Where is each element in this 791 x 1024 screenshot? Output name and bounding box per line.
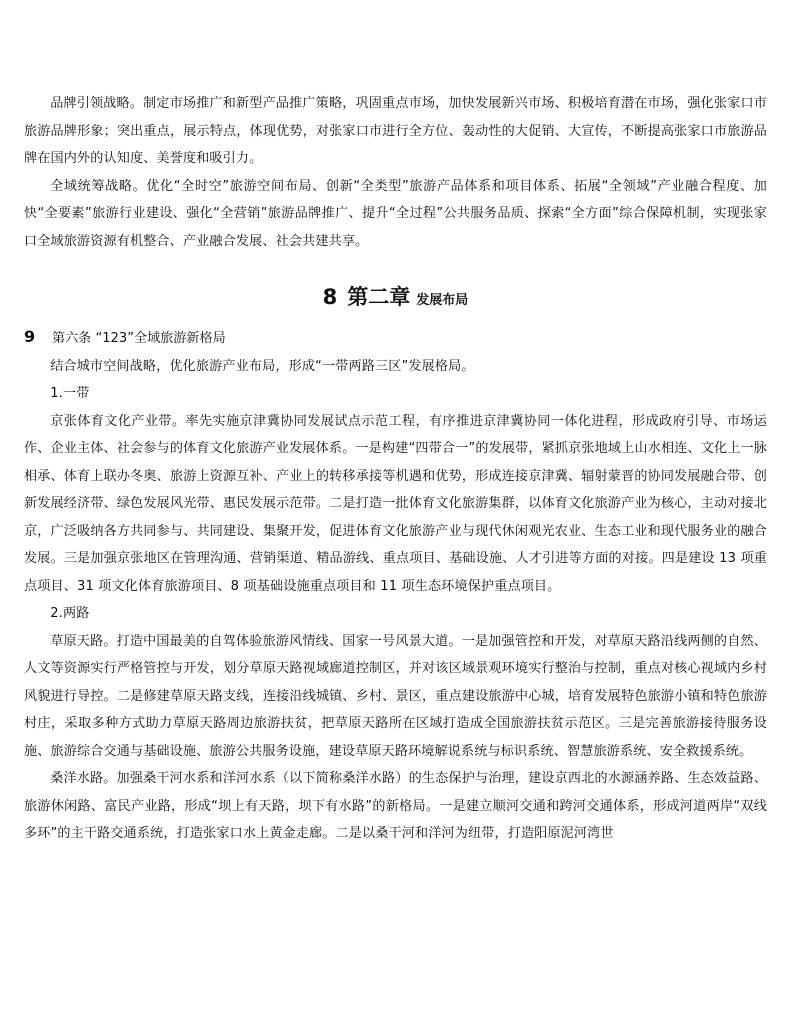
article-heading	[24, 323, 767, 353]
paragraph-overall-strategy: 全域统筹战略。优化“全时空”旅游空间布局、创新“全类型”旅游产品体系和项目体系、拓展“全领域”产业融合程度、加快“全要素”旅游行业建设、强化“全营销”旅游品牌推广、提升“全过程”公共服务品质、探索“全方面”综合保障机制，实现张家口全域旅游资源有机整合、产业融合发展、社会共建共享。	[24, 178, 767, 249]
article-number: 9	[24, 327, 36, 346]
chapter-heading	[24, 271, 767, 323]
chapter-number: 8	[322, 285, 338, 309]
chapter-title: 第二章	[347, 285, 411, 309]
paragraph-jingzhang-belt: 京张体育文化产业带。率先实施京津冀协同发展试点示范工程，有序推进京津冀协同一体化进程，形成政府引导、市场运作、企业主体、社会参与的体育文化旅游产业发展体系。一是构建“四带合一”的发展带，紧抓京张地域上山水相连、文化上一脉相承、体育上联办冬奥、旅游上资源互补、产业上的转移承接等机遇和优势，形成连接京津冀、辐射蒙晋的协同发展融合带、创新发展经济带、绿色发展风光带、惠民发展示范带。二是打造一批体育文化旅游集群，以体育文化旅游产业为核心，主动对接北京，广泛吸纳各方共同参与、共同建设、集聚开发，促进体育文化旅游产业与现代休闲观光农业、生态工业和现代服务业的融合发展。三是加强京张地区在管理沟通、营销渠道、精品游线、重点项目、基础设施、人才引进等方面的对接。四是建设 13 项重点项目、31 项文化体育旅游项目、8 项基础设施重点项目和 11 项生态环境保护重点项目。	[24, 413, 767, 594]
article-title: 第六条 “123”全域旅游新格局	[52, 331, 226, 346]
subheading-two-roads: 2.两路	[50, 606, 90, 621]
paragraph-grassland-road: 草原天路。打造中国最美的自驾体验旅游风情线、国家一号风景大道。一是加强管控和开发，对草原天路沿线两侧的自然、人文等资源实行严格管控与开发，划分草原天路视域廊道控制区，并对该区域景观环境实行整治与控制，重点对核心视域内乡村风貌进行导控。二是修建草原天路支线，连接沿线城镇、乡村、景区，重点建设旅游中心城，培育发展特色旅游小镇和特色旅游村庄，采取多种方式助力草原天路周边旅游扶贫，把草原天路所在区域打造成全国旅游扶贫示范区。三是完善旅游接待服务设施、旅游综合交通与基础设施、旅游公共服务设施，建设草原天路环境解说系统与标识系统、智慧旅游系统、安全救援系统。	[24, 633, 767, 759]
chapter-subtitle: 发展布局	[416, 293, 469, 308]
paragraph-brand-strategy: 品牌引领战略。制定市场推广和新型产品推广策略，巩固重点市场，加快发展新兴市场、积极培育潜在市场，强化张家口市旅游品牌形象；突出重点，展示特点，体现优势，对张家口市进行全方位、轰动性的大促销、大宣传，不断提高张家口市旅游品牌在国内外的认知度、美誉度和吸引力。	[24, 96, 767, 166]
document-page	[24, 90, 767, 848]
paragraph-intro: 结合城市空间战略，优化旅游产业布局，形成“一带两路三区”发展格局。	[50, 358, 475, 374]
subheading-one-belt: 1.一带	[50, 386, 90, 401]
paragraph-sangyang-waterway: 桑洋水路。加强桑干河水系和洋河水系（以下简称桑洋水路）的生态保护与治理，建设京西北的水源涵养路、生态效益路、旅游休闲路、富民产业路，形成“坝上有天路，坝下有水路”的新格局。一是建立顺河交通和跨河交通体系，形成河道两岸“双线多环”的主干路交通系统，打造张家口水上黄金走廊。二是以桑干河和洋河为纽带，打造阳原泥河湾世	[24, 771, 767, 841]
